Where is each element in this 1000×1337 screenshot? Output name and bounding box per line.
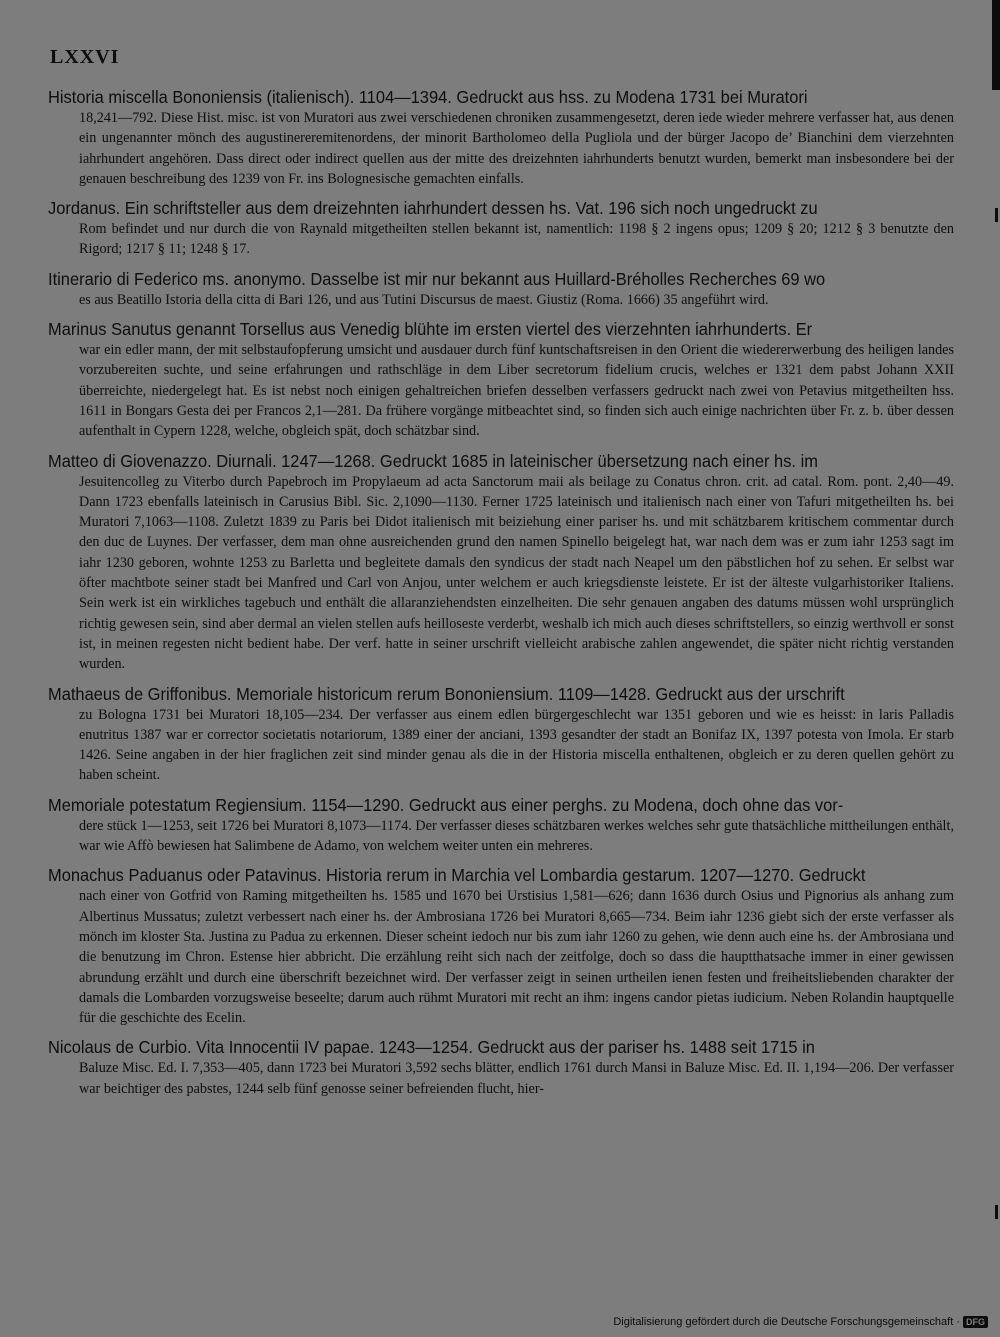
entry-heading: Historia miscella Bononiensis (italienisch). 1104—1394. Gedruckt aus hss. zu Modena 1731 bei Muratori <box>48 87 808 107</box>
entry <box>48 683 954 786</box>
entry <box>48 268 954 310</box>
footer-text: Digitalisierung gefördert durch die Deutsche Forschungsgemeinschaft · <box>613 1316 960 1328</box>
dfg-logo: DFG <box>963 1316 988 1328</box>
entry-text: Jesuitencolleg zu Viterbo durch Papebroch im Propylaeum ad acta Sanctorum maii als beilage zu Conatus chron. crit. ad catal. Rom. pont. 2,40—49. Dann 1723 ebenfalls lateinisch in Carusius Bibl. Sic. 2,1090—1130. Ferner 1725 lateinisch und italienisch nach einer von Tafuri mitgetheilten hs. bei Muratori 7,1063—1108. Zuletzt 1839 zu Paris bei Didot italienisch mit beiziehung einer pariser hs. und mit schätzbarem kritischem commentar durch den duc de Luynes. Der verfasser, dem man ohne ausreichenden grund den namen Spinello beigelegt hat, war nach dem was er zum iahr 1253 sagt im iahr 1230 geboren, wohnte 1253 zu Barletta und begleitete damals den syndicus der stadt nach Neapel um den päbstlichen hof zu sehen. Er selbst war öfter machtbote seiner stadt bei Manfred und Carl von Anjou, unter welchem er auch kriegsdienste leistete. Er ist der älteste vulgarhistoriker Italiens. Sein werk ist ein wirkliches tagebuch und enthält die allaranziehendsten einzelheiten. Die sehr genauen angaben des datums müssen wohl ursprünglich richtig gewesen sein, sind aber dermal an vielen stellen aufs heilloseste verderbt, weshalb ich mich auch dieses schriftstellers, so einzig werthvoll er sonst ist, in meinen regesten nicht bedient habe. Der verf. hatte in seiner urschrift vielleicht arabische zahlen angewendet, die später nicht richtig verstanden wurden. <box>79 473 954 673</box>
entry-heading: Mathaeus de Griffonibus. Memoriale historicum rerum Bononiensium. 1109—1428. Gedruckt aus der urschrift <box>48 683 845 704</box>
margin-mark <box>995 1205 998 1219</box>
entry-heading: Jordanus. Ein schriftsteller aus dem dreizehnten iahrhundert dessen hs. Vat. 196 sich noch ungedruckt zu <box>48 198 818 219</box>
entry-heading: Marinus Sanutus genannt Torsellus aus Venedig blühte im ersten viertel des vierzehnten iahrhunderts. Er <box>48 319 813 340</box>
entry-text: Rom befindet und nur durch die von Raynald mitgetheilten stellen bekannt ist, namentlich: 1198 § 2 ingens opus; 1209 § 20; 1212 § 3 benutzte den Rigord; 1217 § 11; 1248 § 17. <box>79 221 954 258</box>
entry-heading: Itinerario di Federico ms. anonymo. Dasselbe ist mir nur bekannt aus Huillard-Bréholles Recherches 69 wo <box>48 268 826 289</box>
entry-text: Baluze Misc. Ed. I. 7,353—405, dann 1723 bei Muratori 3,592 sechs blätter, endlich 1761 durch Mansi in Baluze Misc. Ed. II. 1,194—206. Der verfasser war beichtiger des pabstes, 1244 selb fünf genosse seiner befreienden flucht, hier- <box>79 1060 954 1097</box>
entry-heading: Memoriale potestatum Regiensium. 1154—1290. Gedruckt aus einer perghs. zu Modena, doch ohne das vor- <box>48 794 844 815</box>
entry-text: es aus Beatillo Istoria della citta di Bari 126, und aus Tutini Discursus de maest. Giustiz (Roma. 1666) 35 angeführt wird. <box>79 291 769 308</box>
entry-text: 18,241—792. Diese Hist. misc. ist von Muratori aus zwei verschiedenen chroniken zusammengesetzt, deren iede wieder mehrere verfasser hat, aus denen ein ungenannter mönch des augustinereremitenordens, der minorit Bartholomeo della Pugliola und der bürger Jacopo de’ Bianchini dem vierzehnten iahrhundert angehören. Dass direct oder indirect quellen aus der mitte des dreizehnten iahrhunderts benutzt wurden, bemerkt man insbesondere bei der genauen beschreibung des 1239 von Fr. ins Bolognesische gemachten einfalls. <box>79 110 954 187</box>
entry <box>48 794 954 857</box>
page-number: LXXVI <box>50 46 120 68</box>
entry-text: dere stück 1—1253, seit 1726 bei Muratori 8,1073—1174. Der verfasser dieses schätzbaren werkes welches sehr gute thatsächliche mittheilungen enthält, war wie Affò bewiesen hat Salimbene de Adamo, von welchem weiter unten ein mehreres. <box>79 817 954 855</box>
margin-mark <box>995 208 998 222</box>
entry-text: war ein edler mann, der mit selbstaufopferung umsicht und ausdauer durch fünf kuntschaftsreisen in den Orient die wiedererwerbung des heiligen landes vorzubereiten suchte, und seine erfahrungen und rathschläge in dem Liber secretorum fidelium crucis, welches er 1321 dem pabst Johann XXII überreichte, niedergelegt hat. Es ist nebst noch einigen gehaltreichen briefen desselben verfassers gedruckt nach zwei von Petavius mitgetheilten hss. 1611 in Bongars Gesta dei per Francos 2,1—281. Da frühere vorgänge mitbeachtet sind, so finden sich auch einige nachrichten über Fr. z. b. über dessen aufenthalt in Cypern 1228, welche, obgleich spät, doch schätzbar sind. <box>79 342 954 440</box>
entry-heading: Matteo di Giovenazzo. Diurnali. 1247—1268. Gedruckt 1685 in lateinischer übersetzung nach einer hs. im <box>48 450 818 471</box>
entry <box>48 318 954 441</box>
entry <box>48 197 954 260</box>
entry <box>48 86 954 189</box>
page-edge-bar <box>992 0 1000 90</box>
entry-heading: Nicolaus de Curbio. Vita Innocentii IV papae. 1243—1254. Gedruckt aus der pariser hs. 1488 seit 1715 in <box>48 1037 815 1058</box>
entry-list <box>48 86 954 1107</box>
entry-text: nach einer von Gotfrid von Raming mitgetheilten hs. 1585 und 1670 bei Urstisius 1,581—626; dann 1636 durch Osius und Pignorius als anhang zum Albertinus Mussatus; zuletzt verbessert nach einer hs. der Ambrosiana 1726 bei Muratori 8,665—734. Beim iahr 1236 giebt sich der erste verfasser als mönch im kloster Sta. Justina zu Padua zu erkennen. Dieser scheint iedoch nur bis zum iahr 1260 zu gehen, wie denn auch eine hs. der Ambrosiana und die benutzung im Chron. Estense hier abbricht. Die erzählung reiht sich nach der zeitfolge, doch so dass die hauptthatsache immer in einer gewissen abrundung erzählt und durch eine überschrift bezeichnet wird. Der verfasser zeigt in seinen urtheilen ienen festen und freiheitsliebenden charakter der damals die Lombarden vorzugsweise beseelte; darum auch rühmt Muratori mit recht an ihm: ingens candor pietas iudicium. Neben Rolandin hauptquelle für die geschichte des Ecelin. <box>79 888 954 1027</box>
footer-credit <box>613 1316 988 1328</box>
entry-heading: Monachus Paduanus oder Patavinus. Historia rerum in Marchia vel Lombardia gestarum. 1207—1270. Gedruckt <box>48 865 866 886</box>
entry-text: zu Bologna 1731 bei Muratori 18,105—234. Der verfasser aus einem edlen bürgergeschlecht war 1351 geboren und wie es heisst: in laris Palladis enutritus 1387 war er corrector societatis notariorum, 1389 einer der anciani, 1393 gesandter der stadt an Bonifaz IX, 1397 potesta von Imola. Er starb 1426. Seine angaben in der hier fraglichen zeit sind minder genau als die in der Historia miscella enthaltenen, obgleich er zu deren quellen gehört zu haben scheint. <box>79 706 954 784</box>
entry <box>48 1036 954 1099</box>
entry <box>48 864 954 1028</box>
entry <box>48 450 954 675</box>
